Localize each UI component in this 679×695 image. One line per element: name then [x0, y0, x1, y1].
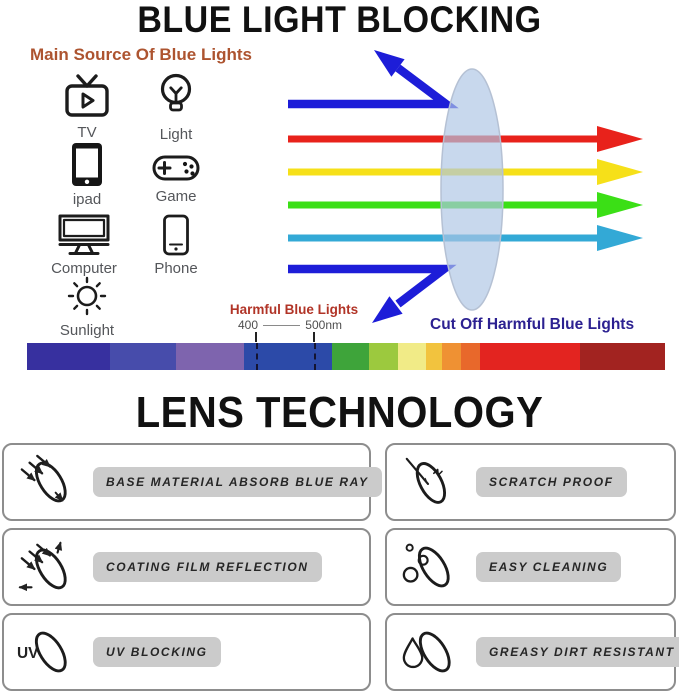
source-item-tv	[39, 74, 135, 141]
feature-card-reflection	[2, 528, 371, 606]
feature-card-uv	[2, 613, 371, 691]
gamepad-icon	[152, 152, 200, 184]
source-item-game	[128, 152, 224, 205]
source-item-phone	[128, 214, 224, 277]
source-item-label: Sunlight	[59, 322, 115, 339]
tv-icon	[63, 74, 111, 120]
spectrum-segment	[442, 343, 461, 370]
source-item-label: Phone	[154, 260, 198, 277]
lens	[441, 69, 503, 310]
spectrum-segment	[461, 343, 480, 370]
blocked-ray-top	[288, 50, 446, 104]
tablet-icon	[63, 141, 111, 187]
spectrum-segment	[480, 343, 580, 370]
wavelength-to: 500nm	[305, 318, 342, 332]
lightbulb-icon	[152, 70, 200, 122]
ray-yellow	[288, 159, 643, 185]
feature-label-pill	[476, 467, 627, 497]
uv-icon-text: UV	[17, 644, 39, 662]
spectrum-segment	[110, 343, 176, 370]
lens-scratch-icon	[397, 454, 459, 510]
feature-label: UV BLOCKING	[106, 645, 208, 659]
source-item-sunlight	[39, 274, 135, 339]
spectrum-segment	[369, 343, 398, 370]
wavelength-from: 400	[238, 318, 259, 332]
feature-card-greasy	[385, 613, 676, 691]
computer-icon	[58, 214, 110, 256]
feature-label-pill	[93, 467, 382, 497]
lens-technology-title: LENS TECHNOLOGY	[135, 389, 544, 437]
feature-label-pill	[93, 637, 221, 667]
source-item-ipad	[39, 141, 135, 208]
spectrum-segment	[580, 343, 665, 370]
source-item-light	[128, 70, 224, 143]
ray-red	[288, 126, 643, 152]
feature-grid	[2, 443, 676, 691]
source-item-label: TV	[77, 124, 97, 141]
lens-reflection-icon	[14, 539, 76, 595]
lens-absorb-icon	[14, 454, 76, 510]
feature-label: GREASY DIRT RESISTANT	[489, 645, 675, 659]
feature-label-pill	[93, 552, 322, 582]
feature-card-absorb	[2, 443, 371, 521]
spectrum-segment	[27, 343, 110, 370]
spectrum-segment	[332, 343, 369, 370]
lens-bubbles-icon	[397, 539, 459, 595]
feature-label: SCRATCH PROOF	[489, 475, 614, 489]
wavelength-tick-500	[313, 332, 315, 342]
source-item-label: Computer	[51, 260, 117, 277]
cutoff-label: Cut Off Harmful Blue Lights	[430, 316, 635, 333]
sources-heading: Main Source Of Blue Lights	[30, 45, 252, 64]
wavelength-tick-400	[255, 332, 257, 342]
lens-uv-icon	[14, 624, 76, 680]
feature-card-scratch	[385, 443, 676, 521]
feature-label: BASE MATERIAL ABSORB BLUE RAY	[106, 475, 369, 489]
ray-green	[288, 192, 643, 218]
wavelength-range	[238, 318, 342, 332]
feature-label-pill	[476, 552, 621, 582]
lens-drop-icon	[397, 624, 459, 680]
spectrum-segment	[426, 343, 442, 370]
source-item-label: ipad	[72, 191, 102, 208]
spectrum-segment	[176, 343, 244, 370]
source-item-computer	[36, 214, 132, 277]
sun-icon	[65, 274, 109, 318]
feature-label: EASY CLEANING	[489, 560, 609, 574]
source-item-label: Light	[159, 126, 193, 143]
wavelength-dash-line	[256, 343, 258, 370]
phone-icon	[162, 214, 190, 256]
spectrum-bar	[27, 343, 665, 370]
spectrum-segment	[398, 343, 426, 370]
ray-cyan	[288, 225, 643, 251]
feature-card-cleaning	[385, 528, 676, 606]
wavelength-dash-line	[314, 343, 316, 370]
feature-label-pill	[476, 637, 679, 667]
feature-label: COATING FILM REFLECTION	[106, 560, 309, 574]
wavelength-connector-line	[263, 325, 300, 326]
page-title: BLUE LIGHT BLOCKING	[137, 0, 542, 41]
source-item-label: Game	[155, 188, 197, 205]
harmful-blue-lights-label: Harmful Blue Lights	[229, 302, 359, 317]
